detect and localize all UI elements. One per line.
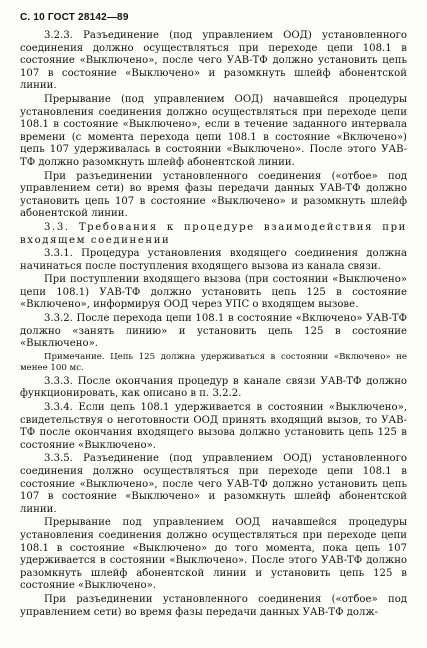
paragraph-3-3-4: 3.3.4. Если цепь 108.1 удерживается в состоянии «Выключено», свидетельствуя о неготовности ООД принять входящий вызов, то УАВ-ТФ после окончания входящего вызова должно установить цепь 125 в состояние «Выключено». (20, 402, 407, 451)
paragraph-final-release: При разъединении установленного соединения («отбое» под управлением сети) во время фазы передачи данных УАВ-ТФ долж- (20, 593, 407, 618)
paragraph-interrupt-procedure: Прерывание под управлением ООД начавшейся процедуры установления соединения должно осуществляться при переходе цепи 108.1 в состояние «Выключено» до того момента, пока цепь 107 удерживается в состоянии «Выключено». После этого УАВ-ТФ должно разомкнуть шлейф абонентской линии и установить цепь 125 в состояние «Выключено». (20, 517, 407, 592)
page-header: С. 10 ГОСТ 28142—89 (20, 12, 129, 23)
note-paragraph: Примечание. Цепь 125 должна удерживаться в состоянии «Включено» не менее 100 мс. (20, 351, 407, 373)
paragraph-3-2-3: 3.2.3. Разъединение (под управлением ООД) установленного соединения должно осуществляться при переходе цепи 108.1 в состояние «Выключено», после чего УАВ-ТФ должно установить цепь 107 в состояние «Выключено» и разомкнуть шлейф абонентской линии. (20, 30, 407, 92)
paragraph-3-3-5: 3.3.5. Разъединение (под управлением ООД) установленного соединения должно осуществляться при переходе цепи 108.1 в состояние «Выключено», после чего УАВ-ТФ должно установить цепь 107 в состояние «Выключено» и разомкнуть шлейф абонентской линии. (20, 453, 407, 515)
paragraph-3-3-1: 3.3.1. Процедура установления входящего соединения должна начинаться после поступления входящего вызова из канала связи. (20, 248, 407, 272)
paragraph-network-release: При разъединении установленного соединения («отбое» под управлением сети) во время фазы передачи данных УАВ-ТФ должно установить цепь 107 в состояние «Выключено» и разомкнуть шлейф абонентской линии. (20, 170, 407, 220)
paragraph-interrupt-call: Прерывание (под управлением ООД) начавшейся процедуры установления соединения должно осуществляться при переходе цепи 108.1 в состояние «Выключено», если в течение заданного интервала времени (с момента перехода цепи 108.1 в состояние «Включено») цепь 107 удерживалась в состоянии «Выключено». После этого УАВ-ТФ должно разомкнуть шлейф абонентской линии. (20, 93, 407, 168)
paragraph-3-3-3: 3.3.3. После окончания процедур в канале связи УАВ-ТФ должно функционировать, как описано в п. 3.2.2. (20, 375, 407, 400)
paragraph-3-3-2: 3.3.2. После перехода цепи 108.1 в состояние «Включено» УАВ-ТФ должно «занять линию» и установить цепь 125 в состояние «Выключено». (20, 313, 407, 350)
paragraph-incoming-call: При поступлении входящего вызова (при состоянии «Выключено» цепи 108.1) УАВ-ТФ должно установить цепь 125 в состояние «Включено», информируя ООД через УПС о входящем вызове. (20, 274, 407, 311)
section-heading-3-3: 3.3. Требования к процедуре взаимодействия при входящем соединении (20, 221, 407, 246)
document-body (20, 30, 407, 620)
